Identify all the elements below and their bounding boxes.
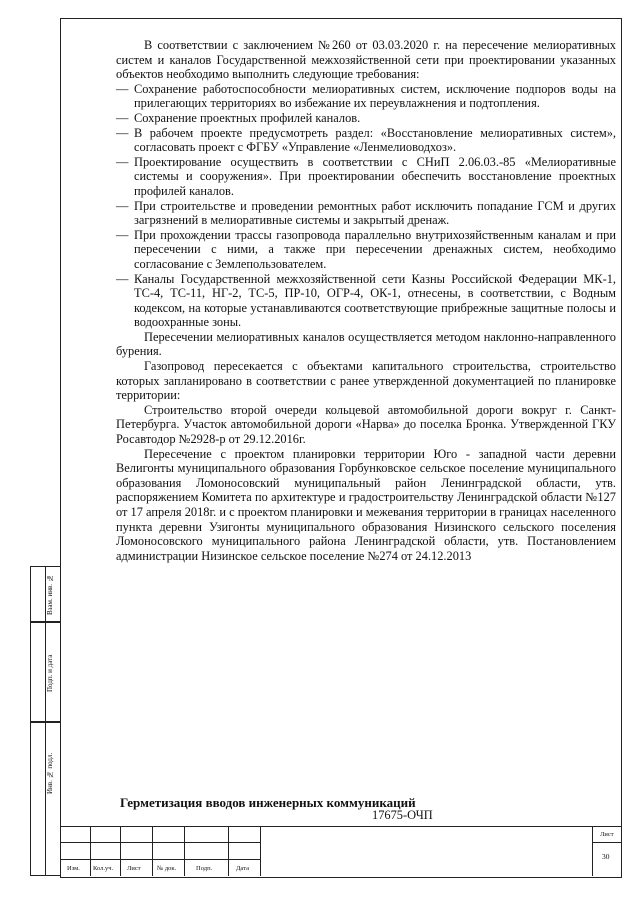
list-item: — При строительстве и проведении ремонтных работ исключить попадание ГСМ и других загрязнений в мелиоративные системы и закрытый дренаж.: [116, 198, 616, 228]
list-item: — Сохранение работоспособности мелиоративных систем, исключение подпоров воды на прилегающих территориях во избежание их переувлажнения и подтопления.: [116, 81, 616, 111]
section-heading: Герметизация вводов инженерных коммуникаций: [120, 795, 416, 810]
document-number: 17675-ОЧП: [372, 808, 433, 822]
list-item: — Сохранение проектных профилей каналов.: [116, 110, 361, 125]
tb-izm: Изм.: [67, 865, 80, 872]
crossing-paragraph: Пересечении мелиоративных каналов осуществляется методом наклонно-направленного бурения.: [116, 329, 616, 359]
side-label-podp: Подп. и дата: [46, 654, 54, 692]
side-label-vzam: Взам. инв. №: [46, 574, 54, 616]
planning-paragraph: Пересечение с проектом планировки территории Юго - западной части деревни Велигонты муниципального образования Горбунковское сельское поселение муниципального образования Ломоносовский муниципальный район Ленинградской области, утв. распоряжением Комитета по архитектуре и градостроительству Ленинградской области №127 от 17 апреля 2018г. и с проектом планировки и межевания территории в границах населенного пункта деревни Узигонты муниципального образования Низинского сельского поселения Ломоносовского муниципального района Ленинградской области, утв. Постановлением администрации Низинское сельское поселение №274 от 24.12.2013: [116, 446, 616, 563]
tb-ndok: № док.: [157, 865, 177, 872]
tb-data: Дата: [236, 865, 249, 872]
list-item: — Каналы Государственной межхозяйственной сети Казны Российской Федерации МК-1, ТС-4, ТС-11, НГ-2, ТС-5, ПР-10, ОГР-4, ОК-1, отнесены, в соответствии, с Водным кодексом, на которые устанавливаются соответствующие прибрежные защитные полосы и водоохранные зоны.: [116, 271, 616, 330]
tb-podp: Подп.: [196, 865, 213, 872]
tb-sheet-label: Лист: [600, 831, 614, 838]
list-item: — Проектирование осуществить в соответствии с СНиП 2.06.03.-85 «Мелиоративные системы и сооружения». При проектировании обеспечить восстановление проектных профилей каналов.: [116, 154, 616, 198]
side-stamp-vzam: [30, 566, 60, 622]
side-stamp-podp: [30, 622, 60, 722]
side-stamp-inv: [30, 722, 60, 876]
intro-paragraph: В соответствии с заключением №260 от 03.03.2020 г. на пересечение мелиоративных систем и каналов Государственной межхозяйственной сети при проектировании указанных объектов необходимо выполнить следующие требования:: [116, 38, 616, 82]
title-block: [60, 826, 622, 876]
tb-kol: Кол.уч.: [93, 865, 114, 872]
document-body: [116, 38, 616, 563]
list-item: — При прохождении трассы газопровода параллельно внутрихозяйственным каналам и при пересечении с ними, а также при пересечении дренажных систем, необходимо согласование с Землепользователем.: [116, 227, 616, 271]
ring-road-paragraph: Строительство второй очереди кольцевой автомобильной дороги вокруг г. Санкт-Петербурга. Участок автомобильной дороги «Нарва» до поселка Бронка. Утвержденной ГКУ Росавтодор №2928-р от 29.12.2016г.: [116, 402, 616, 447]
list-item: — В рабочем проекте предусмотреть раздел: «Восстановление мелиоративных систем», согласовать проект с ФГБУ «Управление «Ленмелиоводхоз».: [116, 125, 616, 155]
side-label-inv: Инв. № подл.: [46, 752, 54, 794]
requirements-list: [116, 82, 616, 330]
tb-list: Лист: [127, 865, 141, 872]
tb-sheet-number: 30: [602, 852, 610, 861]
gas-paragraph: Газопровод пересекается с объектами капитального строительства, строительство которых запланировано в соответствии с ранее утвержденной документацией по планировке территории:: [116, 359, 616, 403]
